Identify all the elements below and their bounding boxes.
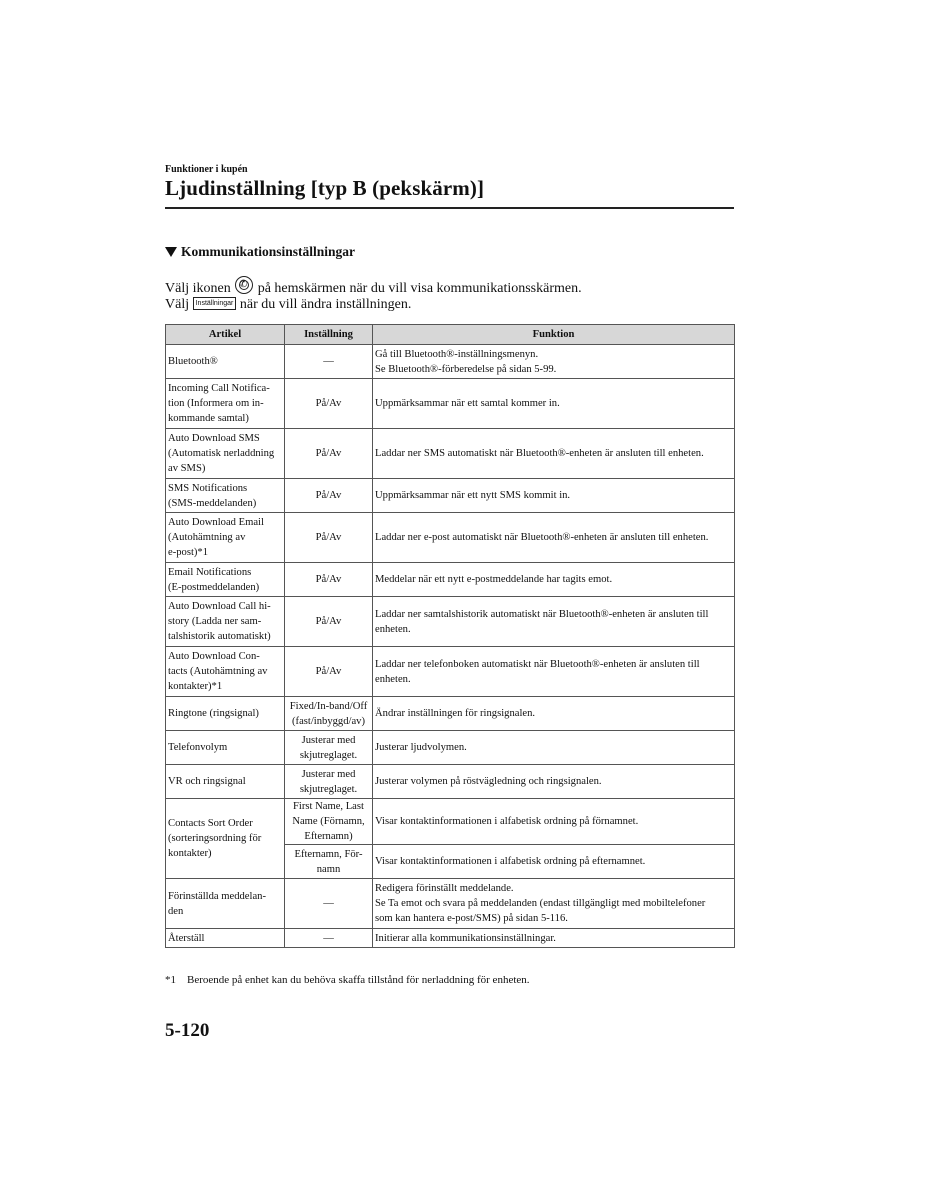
row-function: Redigera förinställt meddelande. Se Ta emot och svara på meddelanden (endast tillgängligt med mobiltelefoner som kan hantera e-post/SMS) på sidan 5-116. [373,879,735,929]
row-function: Laddar ner e-post automatiskt när Bluetooth®-enheten är ansluten till enheten. [373,513,735,563]
settings-button-icon: Inställningar [193,297,237,310]
table-row [166,879,735,929]
table-row [166,799,735,845]
intro-line-1 [165,276,582,298]
intro-line-2 [165,296,411,314]
table-row [166,731,735,765]
table-row [166,765,735,799]
row-item: Auto Download SMS (Automatisk nerladdning av SMS) [166,429,285,479]
row-item: Telefonvolym [166,731,285,765]
row-setting: På/Av [285,513,373,563]
row-function: Gå till Bluetooth®-inställningsmenyn. Se Bluetooth®-förberedelse på sidan 5-99. [373,345,735,379]
row-item: Bluetooth® [166,345,285,379]
row-setting: Efternamn, För- namn [285,845,373,879]
row-item: Auto Download Call hi- story (Ladda ner sam- talshistorik automatiskt) [166,597,285,647]
table-row [166,513,735,563]
footnote [165,974,530,986]
row-item: Contacts Sort Order (sorteringsordning för kontakter) [166,799,285,879]
row-item: Incoming Call Notifica- tion (Informera om in- kommande samtal) [166,379,285,429]
column-header-function: Funktion [373,325,735,345]
row-setting: På/Av [285,563,373,597]
table-row [166,563,735,597]
column-header-item: Artikel [166,325,285,345]
table-header-row [166,325,735,345]
row-item: Auto Download Con- tacts (Autohämtning av kontakter)*1 [166,647,285,697]
row-setting: — [285,345,373,379]
section-label: Funktioner i kupén [165,164,248,175]
intro-line-2-after: när du vill ändra inställningen. [239,297,412,312]
row-item: Förinställda meddelan- den [166,879,285,929]
intro-line-2-before: Välj [165,297,190,312]
footnote-text: Beroende på enhet kan du behöva skaffa tillstånd för nerladdning för enheten. [187,974,530,986]
row-function: Justerar volymen på röstvägledning och ringsignalen. [373,765,735,799]
page-title: Ljudinställning [typ B (pekskärm)] [165,176,485,200]
intro-line-1-after: på hemskärmen när du vill visa kommunikationsskärmen. [257,281,582,296]
row-function: Visar kontaktinformationen i alfabetisk ordning på förnamnet. [373,799,735,845]
row-setting: På/Av [285,429,373,479]
subsection-heading [165,244,355,260]
table-row [166,379,735,429]
column-header-setting: Inställning [285,325,373,345]
settings-table [165,324,735,948]
row-setting: På/Av [285,647,373,697]
row-setting: First Name, Last Name (Förnamn, Efternamn) [285,799,373,845]
subsection-title: Kommunikationsinställningar [181,244,356,259]
table-row [166,429,735,479]
phone-icon [235,276,253,294]
row-setting: Fixed/In-band/Off (fast/inbyggd/av) [285,697,373,731]
page-number: 5-120 [165,1020,210,1041]
row-item: Ringtone (ringsignal) [166,697,285,731]
row-function: Ändrar inställningen för ringsignalen. [373,697,735,731]
table-row [166,345,735,379]
row-function: Laddar ner telefonboken automatiskt när Bluetooth®-enheten är ansluten till enheten. [373,647,735,697]
intro-line-1-before: Välj ikonen [165,281,231,296]
row-function: Justerar ljudvolymen. [373,731,735,765]
table-row [166,697,735,731]
row-setting: På/Av [285,479,373,513]
table-row [166,647,735,697]
footnote-mark: *1 [165,974,176,986]
row-item: SMS Notifications (SMS-meddelanden) [166,479,285,513]
row-setting: Justerar med skjutreglaget. [285,731,373,765]
triangle-down-icon [165,247,177,257]
row-item: Email Notifications (E-postmeddelanden) [166,563,285,597]
row-function: Initierar alla kommunikationsinställningar. [373,929,735,948]
row-setting: På/Av [285,379,373,429]
row-item: Återställ [166,929,285,948]
row-setting: På/Av [285,597,373,647]
row-setting: — [285,929,373,948]
row-setting: — [285,879,373,929]
table-row [166,597,735,647]
row-function: Uppmärksammar när ett samtal kommer in. [373,379,735,429]
row-function: Laddar ner SMS automatiskt när Bluetooth®-enheten är ansluten till enheten. [373,429,735,479]
table-row [166,929,735,948]
title-rule [165,207,734,209]
row-item: Auto Download Email (Autohämtning av e-post)*1 [166,513,285,563]
row-setting: Justerar med skjutreglaget. [285,765,373,799]
row-function: Laddar ner samtalshistorik automatiskt när Bluetooth®-enheten är ansluten till enheten. [373,597,735,647]
row-item: VR och ringsignal [166,765,285,799]
row-function: Meddelar när ett nytt e-postmeddelande har tagits emot. [373,563,735,597]
row-function: Visar kontaktinformationen i alfabetisk ordning på efternamnet. [373,845,735,879]
table-row [166,479,735,513]
row-function: Uppmärksammar när ett nytt SMS kommit in. [373,479,735,513]
